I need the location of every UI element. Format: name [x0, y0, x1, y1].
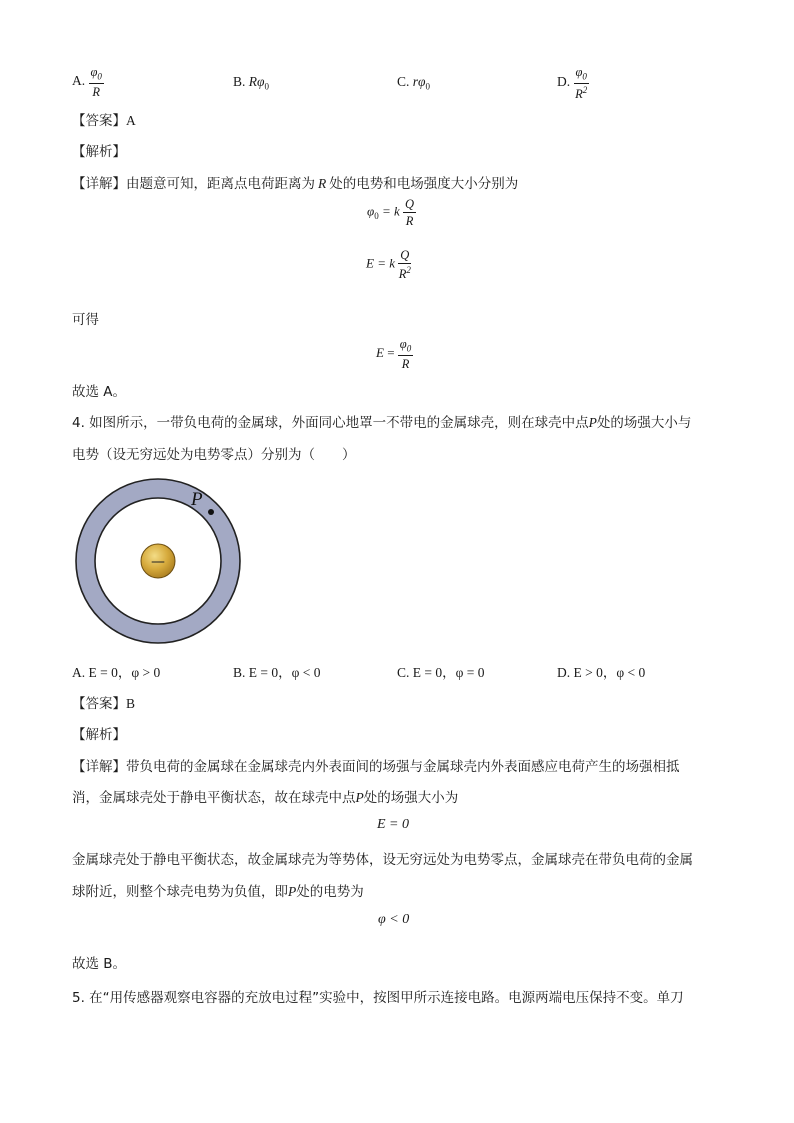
q4-detail-line-3: 金属球壳处于静电平衡状态，故金属球壳为等势体，设无穷远处为电势零点，金属球壳在带负电荷的金属 [72, 852, 693, 868]
q4-line1-var: P [588, 415, 597, 430]
detail-text-before: 由题意可知，距离点电荷距离为 [126, 176, 315, 192]
point-p-label: P [191, 489, 203, 510]
q4-option-a: A. E = 0，φ > 0 [72, 665, 161, 680]
eq1-numerator: Q [405, 197, 415, 211]
q4-detail-line-2 [72, 786, 458, 806]
eq2-numerator: Q [400, 248, 410, 262]
q4-question-line-2: 电势（设无穷远处为电势零点）分别为（ ） [72, 447, 356, 463]
q4-line1-a: 4. 如图所示，一带负电荷的金属球，外面同心地罩一不带电的金属球壳，则在球壳中点 [72, 415, 589, 431]
option-c-text: rφ [412, 74, 426, 89]
q4-line1-b: 处的场强大小与 [596, 415, 692, 431]
q4-detail-line4-var: P [288, 884, 297, 899]
q4-answer [72, 692, 135, 712]
q4-question-line-1 [72, 411, 691, 431]
q4-detail-line4-a: 球附近，则整个球壳电势为负值，即 [72, 884, 288, 900]
q3-equation-3 [376, 338, 413, 370]
option-c [397, 74, 430, 92]
eq3-lhs: E [376, 344, 384, 360]
eq2-denominator: R [398, 266, 407, 281]
eq1-lhs: φ [367, 203, 375, 219]
eq3-fraction [398, 338, 413, 370]
q4-detail-line-1 [72, 755, 680, 775]
option-d-fraction [574, 66, 589, 100]
option-c-sub: 0 [425, 81, 430, 92]
option-b [233, 74, 269, 92]
option-a-denominator: R [92, 84, 101, 99]
option-d-label: D. [557, 74, 571, 90]
eq2-mid: = k [373, 255, 395, 271]
option-a [72, 66, 104, 98]
eq1-lhs-sub: 0 [374, 211, 379, 222]
q4-answer-value: B [126, 696, 136, 711]
negative-sign: — [151, 554, 165, 570]
option-a-fraction [89, 66, 104, 98]
option-a-numerator: φ [90, 65, 98, 79]
answer-value: A [126, 113, 136, 128]
option-d-numerator-sub: 0 [582, 71, 587, 82]
q4-equation-e: E = 0 [377, 817, 409, 832]
q4-equation-phi: φ < 0 [378, 912, 410, 927]
eq1-fraction [403, 198, 416, 227]
option-b-sub: 0 [264, 81, 269, 92]
q4-detail-line4-b: 处的电势为 [296, 884, 364, 900]
eq1-denominator: R [405, 213, 414, 228]
detail-var-r: R [318, 176, 327, 191]
eq3-denominator: R [401, 356, 410, 371]
q3-equation-1 [367, 198, 416, 227]
eq3-numerator: φ [399, 337, 407, 351]
option-c-label: C. [397, 74, 410, 89]
q4-detail-line2-var: P [355, 790, 364, 805]
shell-figure [70, 475, 246, 647]
q4-answer-tag: 【答案】 [72, 696, 126, 712]
eq2-denominator-sup: 2 [406, 264, 411, 275]
q4-detail-line-4 [72, 880, 364, 900]
detail-text-after: 处的电势和电场强度大小分别为 [329, 176, 519, 192]
eq3-numerator-sub: 0 [406, 343, 412, 354]
option-b-text: Rφ [248, 74, 265, 89]
q3-kede: 可得 [72, 312, 99, 328]
answer-tag: 【答案】 [72, 113, 126, 129]
q4-option-d: D. E > 0，φ < 0 [557, 665, 646, 680]
option-d [557, 66, 589, 100]
q3-detail [72, 172, 518, 192]
option-d-denominator: R [575, 86, 583, 101]
option-a-label: A. [72, 73, 86, 89]
option-d-denominator-sup: 2 [582, 84, 588, 95]
detail-tag: 【详解】 [72, 176, 126, 192]
q5-question-line-1: 5. 在“用传感器观察电容器的充放电过程”实验中，按图甲所示连接电路。电源两端电压保持不变。单刀 [72, 990, 684, 1006]
q3-answer [72, 109, 136, 129]
q3-choose: 故选 A。 [72, 384, 127, 400]
q4-detail-line1-text: 带负电荷的金属球在金属球壳内外表面间的场强与金属球壳内外表面感应电荷产生的场强相抵 [126, 759, 680, 775]
q4-choose: 故选 B。 [72, 956, 127, 972]
option-b-label: B. [233, 74, 246, 89]
point-p-dot [208, 509, 214, 515]
eq3-mid: = [383, 344, 398, 360]
eq1-mid: = k [378, 203, 400, 219]
eq2-lhs: E [366, 255, 374, 271]
q3-analysis-tag: 【解析】 [72, 144, 126, 160]
q4-option-b: B. E = 0，φ < 0 [233, 665, 321, 680]
q4-detail-line2-b: 处的场强大小为 [363, 790, 459, 806]
q4-option-c: C. E = 0，φ = 0 [397, 665, 485, 680]
q3-equation-2 [366, 249, 411, 280]
q4-analysis-tag: 【解析】 [72, 727, 126, 743]
q4-detail-tag: 【详解】 [72, 759, 126, 775]
eq2-fraction [398, 249, 411, 280]
q4-detail-line2-a: 消，金属球壳处于静电平衡状态，故在球壳中点 [72, 790, 356, 806]
option-d-numerator: φ [575, 65, 583, 79]
option-a-numerator-sub: 0 [97, 71, 102, 82]
